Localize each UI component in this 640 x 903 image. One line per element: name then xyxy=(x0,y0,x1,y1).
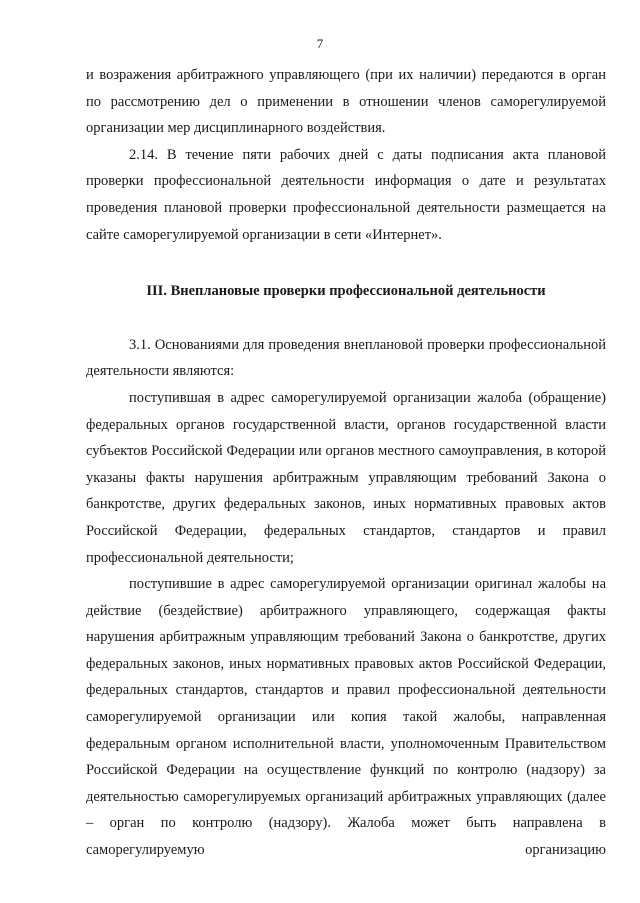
paragraph-continuation: и возражения арбитражного управляющего (при их наличии) передаются в орган по рассмотрению дел о применении в отношении членов саморегулируемой организации мер дисциплинарного воздействия. xyxy=(86,67,606,137)
document-body xyxy=(86,62,606,864)
paragraph-complaint-original: поступившие в адрес саморегулируемой организации оригинал жалобы на действие (бездействие) арбитражного управляющего, содержащая факты нарушения арбитражным управляющим требований Закона о банкротстве, других федеральных законов, иных нормативных правовых актов Российской Федерации, федеральных стандартов, стандартов и правил профессиональной деятельности саморегулируемой организации или копия такой жалобы, направленная федеральным органом исполнительной власти, уполномоченным Правительством Российской Федерации на осуществление функций по контролю (надзору) за деятельностью саморегулируемых организаций арбитражных управляющих (далее – орган по контролю (надзору). Жалоба может быть направлена в саморегулируемую организацию xyxy=(86,576,606,859)
paragraph-3-1: 3.1. Основаниями для проведения внеплановой проверки профессиональной деятельности являются: xyxy=(86,336,606,380)
section-heading: III. Внеплановые проверки профессиональной деятельности xyxy=(146,283,546,300)
paragraph-2-14: 2.14. В течение пяти рабочих дней с даты подписания акта плановой проверки профессиональной деятельности информация о дате и результатах проведения плановой проверки профессиональной деятельности размещается на сайте саморегулируемой организации в сети «Интернет». xyxy=(86,146,606,243)
paragraph-complaint-authorities: поступившая в адрес саморегулируемой организации жалоба (обращение) федеральных органов государственной власти, органов государственной власти субъектов Российской Федерации или органов местного самоуправления, в которой указаны факты нарушения арбитражным управляющим требований Закона о банкротстве, других федеральных законов, иных нормативных правовых актов Российской Федерации, федеральных стандартов, стандартов и правил профессиональной деятельности; xyxy=(86,389,606,566)
page-number: 7 xyxy=(316,36,324,51)
